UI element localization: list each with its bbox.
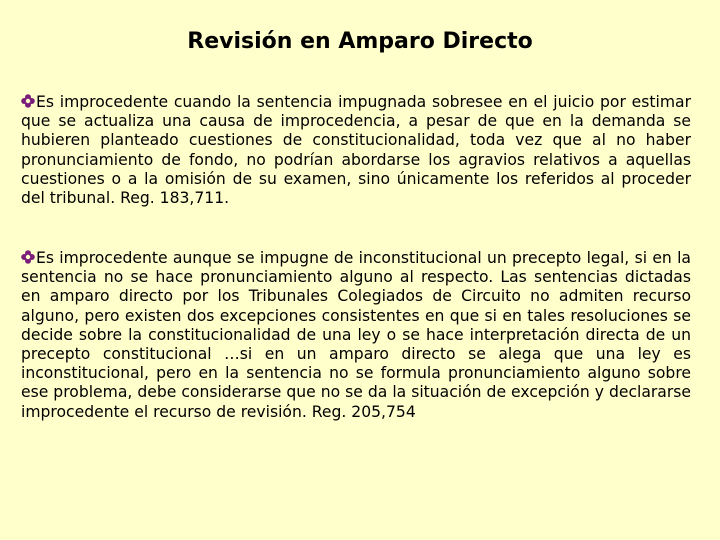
diamond-bullet-icon — [21, 250, 35, 264]
paragraph-1-text: Es improcedente cuando la sentencia impugnada sobresee en el juicio por estimar que se actualiza una causa de improcedencia, a pesar de que en la demanda se hubieren planteado cuestiones de constitucionalidad, toda vez que al no haber pronunciamiento de fondo, no podrían abordarse los agravios relativos a aquellas cuestiones o a la omisión de su examen, sino únicamente los referidos al proceder del tribunal. Reg. 183,711. — [21, 93, 691, 208]
slide-title: Revisión en Amparo Directo — [187, 29, 533, 54]
diamond-bullet-icon — [21, 94, 35, 108]
paragraph-1 — [21, 93, 691, 208]
paragraph-2-text: Es improcedente aunque se impugne de inconstitucional un precepto legal, si en la sentencia no se hace pronunciamiento alguno al respecto. Las sentencias dictadas en amparo directo por los Tribunales Colegiados de Circuito no admiten recurso alguno, pero existen dos excepciones consistentes en que si en tales resoluciones se decide sobre la constitucionalidad de una ley o se hace interpretación directa de un precepto constitucional …si en un amparo directo se alega que una ley es inconstitucional, pero en la sentencia no se formula pronunciamiento alguno sobre ese problema, debe considerarse que no se da la situación de excepción y declararse improcedente el recurso de revisión. Reg. 205,754 — [21, 249, 691, 421]
paragraph-2 — [21, 249, 691, 422]
